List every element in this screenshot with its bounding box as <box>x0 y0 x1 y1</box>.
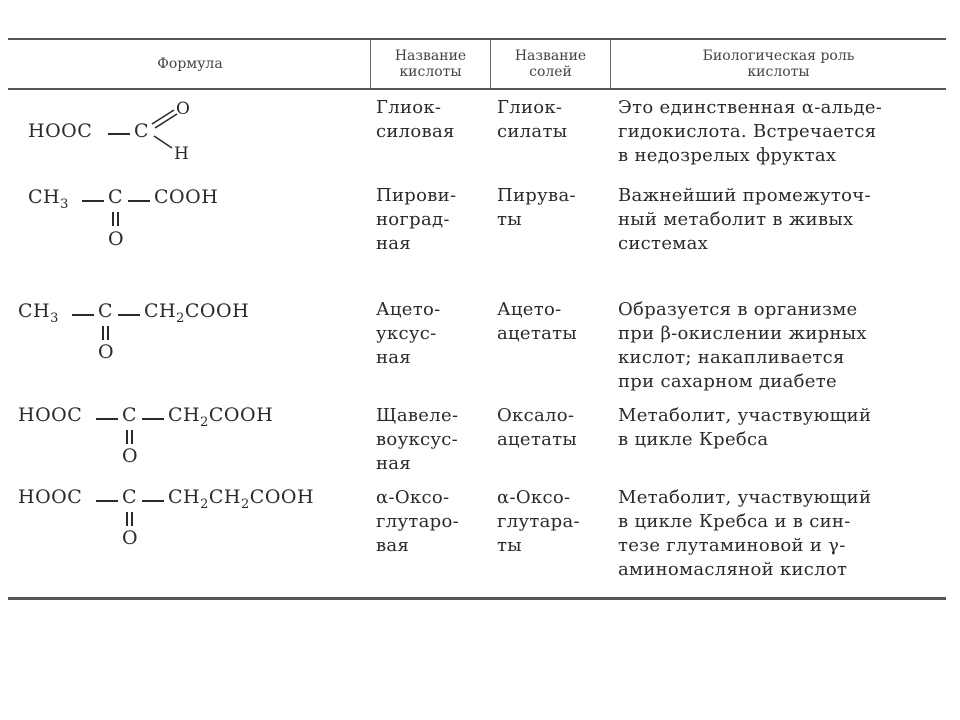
salt-name: Оксало- ацетаты <box>497 405 578 450</box>
biological-role: Важнейший промежуточ- ный метаболит в живых системах <box>618 185 871 254</box>
formula-oxygen: O <box>122 527 139 549</box>
formula-right-group: COOH <box>154 186 219 208</box>
formula-left-group: $CH_3$ <box>28 186 69 212</box>
formula-left-group: HOOC <box>18 404 83 426</box>
formula-carbon: C <box>122 486 138 508</box>
biological-role: Образуется в организме при β-окислении жирных кислот; накапливается при сахарном диабете <box>618 299 867 392</box>
salt-name: Пирува- ты <box>497 185 576 230</box>
bond <box>96 500 118 502</box>
formula-oxygen: O <box>98 341 115 363</box>
biological-role: Метаболит, участвующий в цикле Кребса <box>618 405 872 450</box>
aldehyde-bonds <box>150 104 180 154</box>
bond <box>128 200 150 202</box>
bond <box>142 500 164 502</box>
bond <box>118 314 140 316</box>
formula-carbon: C <box>134 120 150 142</box>
formula-left-group: HOOC <box>18 486 83 508</box>
bond <box>96 418 118 420</box>
formula-right-group: $CH_2COOH$ <box>168 404 274 430</box>
formula-carbon: C <box>98 300 114 322</box>
formula-left-group: HOOC <box>28 120 93 142</box>
formula-right-group: $CH_2CH_2COOH$ <box>168 486 315 512</box>
acid-name: Глиок- силовая <box>376 97 455 142</box>
formula-left-group: $CH_3$ <box>18 300 59 326</box>
biological-role: Метаболит, участвующий в цикле Кребса и в син- тезе глутаминовой и γ- аминомасляной кислот <box>618 487 872 580</box>
salt-name: Глиок- силаты <box>497 97 568 142</box>
double-bond <box>126 430 133 444</box>
salt-name: Ацето- ацетаты <box>497 299 578 344</box>
formula-carbon: C <box>108 186 124 208</box>
acid-name: Пирови- ноград- ная <box>376 185 457 254</box>
bond <box>82 200 104 202</box>
formula-hydrogen: H <box>174 144 190 164</box>
acid-name: Щавеле- воуксус- ная <box>376 405 459 474</box>
salt-name: α-Оксо- глутара- ты <box>497 487 580 556</box>
acid-name: α-Оксо- глутаро- вая <box>376 487 459 556</box>
double-bond <box>102 326 109 340</box>
biological-role: Это единственная α-альде- гидокислота. Встречается в недозрелых фруктах <box>618 97 883 166</box>
formula-right-group: $CH_2COOH$ <box>144 300 250 326</box>
formula-carbon: C <box>122 404 138 426</box>
bond <box>108 133 130 135</box>
formula-oxygen: O <box>176 99 191 119</box>
double-bond <box>112 212 119 226</box>
bond <box>72 314 94 316</box>
header-role: Биологическая роль кислоты <box>702 48 855 80</box>
header-salt-name: Название солей <box>514 48 587 80</box>
header-acid-name: Название кислоты <box>394 48 467 80</box>
header-formula: Формула <box>157 56 223 72</box>
header-bottom-rule <box>8 88 946 90</box>
bottom-rule <box>8 597 946 600</box>
acid-name: Ацето- уксус- ная <box>376 299 441 368</box>
formula-oxygen: O <box>108 228 125 250</box>
formula-oxygen: O <box>122 445 139 467</box>
top-rule <box>8 38 946 40</box>
double-bond <box>126 512 133 526</box>
bond <box>142 418 164 420</box>
